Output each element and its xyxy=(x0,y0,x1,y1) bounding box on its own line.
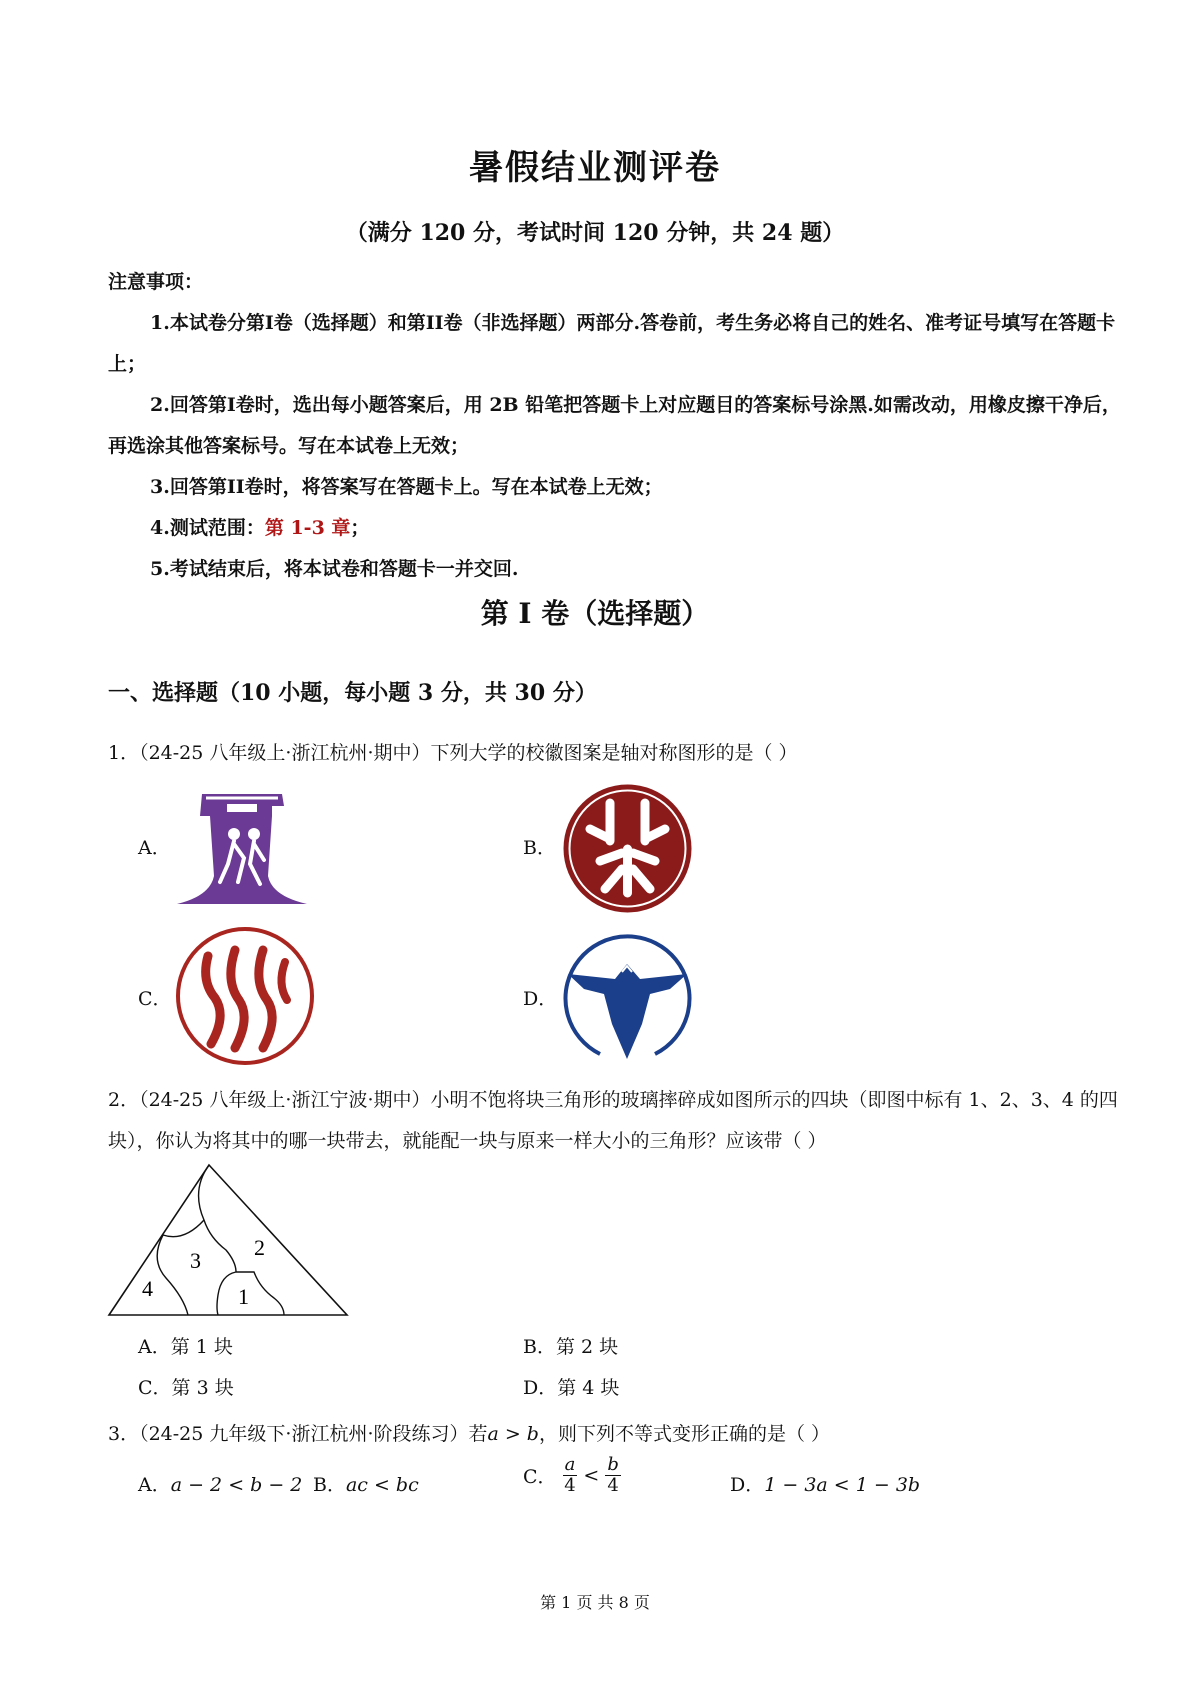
q2-option-b: B．第 2 块 xyxy=(523,1336,619,1358)
test-range: 第 1-3 章 xyxy=(264,517,351,539)
q3-option-c-frac-a xyxy=(563,1455,578,1496)
notes-heading: 注意事项： xyxy=(108,271,204,293)
note-item-4 xyxy=(108,508,1138,549)
question-3-text xyxy=(108,1414,1138,1455)
question-1-text: 1．（24-25 八年级上·浙江杭州·期中）下列大学的校徽图案是轴对称图形的是（ ） xyxy=(108,742,798,764)
q2-option-a: A．第 1 块 xyxy=(138,1336,233,1358)
section-title: 一、选择题（10 小题，每小题 3 分，共 30 分） xyxy=(108,680,597,706)
q1-option-a-label: A． xyxy=(138,837,171,859)
emblem-c-icon xyxy=(173,926,318,1066)
note-item-1: 1.本试卷分第I卷（选择题）和第II卷（非选择题）两部分.答卷前，考生务必将自己的姓名、准考证号填写在答题卡上； xyxy=(108,312,1116,375)
q2-option-d: D．第 4 块 xyxy=(523,1377,620,1399)
q3-option-b-expr: ac < bc xyxy=(345,1474,419,1496)
q3-suffix: ，则下列不等式变形正确的是（ ） xyxy=(538,1423,831,1445)
q3-option-a-expr: a − 2 < b − 2 xyxy=(170,1474,303,1496)
q3-option-b-label: B． xyxy=(313,1474,346,1496)
question-2-text: 2．（24-25 八年级上·浙江宁波·期中）小明不饱将块三角形的玻璃摔碎成如图所示的四块（即图中标有 1、2、3、4 的四块），你认为将其中的哪一块带去，就能配一块与原来一样大小的三角形？应该带（ ） xyxy=(108,1089,1118,1152)
q3-option-d xyxy=(730,1470,920,1497)
frac-a-numerator: a xyxy=(564,1454,576,1475)
piece-1-label: 1 xyxy=(238,1284,249,1309)
frac-b-denominator: 4 xyxy=(607,1474,619,1496)
emblem-d-icon xyxy=(560,934,695,1064)
note-item-3: 3.回答第II卷时，将答案写在答题卡上。写在本试卷上无效； xyxy=(150,476,663,498)
q1-option-d-label: D． xyxy=(523,988,558,1010)
page-footer: 第 1 页 共 8 页 xyxy=(540,1593,650,1612)
broken-triangle-figure xyxy=(106,1160,352,1320)
q3-condition: a > b xyxy=(487,1423,539,1445)
q3-option-c-lt: < xyxy=(583,1464,600,1487)
q1-option-b-label: B． xyxy=(523,837,556,859)
page-subtitle: （满分 120 分，考试时间 120 分钟，共 24 题） xyxy=(345,220,845,246)
piece-3-label: 3 xyxy=(190,1248,201,1273)
frac-a-denominator: 4 xyxy=(564,1474,576,1496)
q3-option-b xyxy=(313,1470,419,1497)
piece-2-label: 2 xyxy=(254,1235,265,1260)
q3-option-c-label: C． xyxy=(523,1465,557,1488)
piece-4-label: 4 xyxy=(142,1276,153,1301)
notes-block xyxy=(108,262,1138,590)
page-title: 暑假结业测评卷 xyxy=(469,148,721,188)
note-item-4-suffix: ； xyxy=(350,517,370,539)
q3-option-d-expr: 1 − 3a < 1 − 3b xyxy=(764,1474,921,1496)
emblem-b-icon xyxy=(560,781,695,916)
note-item-5: 5.考试结束后，将本试卷和答题卡一并交回. xyxy=(150,558,519,580)
q3-option-a-label: A． xyxy=(138,1474,171,1496)
note-item-2: 2.回答第I卷时，选出每小题答案后，用 2B 铅笔把答题卡上对应题目的答案标号涂黑.如需改动，用橡皮擦干净后，再选涂其他答案标号。写在本试卷上无效； xyxy=(108,394,1121,457)
q3-prefix: 3．（24-25 九年级下·浙江杭州·阶段练习）若 xyxy=(108,1423,488,1445)
q3-option-c xyxy=(523,1455,621,1496)
emblem-a-icon xyxy=(172,786,312,911)
q1-option-c-label: C． xyxy=(138,988,172,1010)
note-item-4-prefix: 4.测试范围： xyxy=(150,517,265,539)
q3-option-a xyxy=(138,1470,302,1497)
q3-option-c-frac-b xyxy=(605,1455,621,1496)
frac-b-numerator: b xyxy=(607,1454,619,1475)
q2-option-c: C．第 3 块 xyxy=(138,1377,234,1399)
part-title: 第 I 卷（选择题） xyxy=(480,597,710,630)
q3-option-d-label: D． xyxy=(730,1474,765,1496)
